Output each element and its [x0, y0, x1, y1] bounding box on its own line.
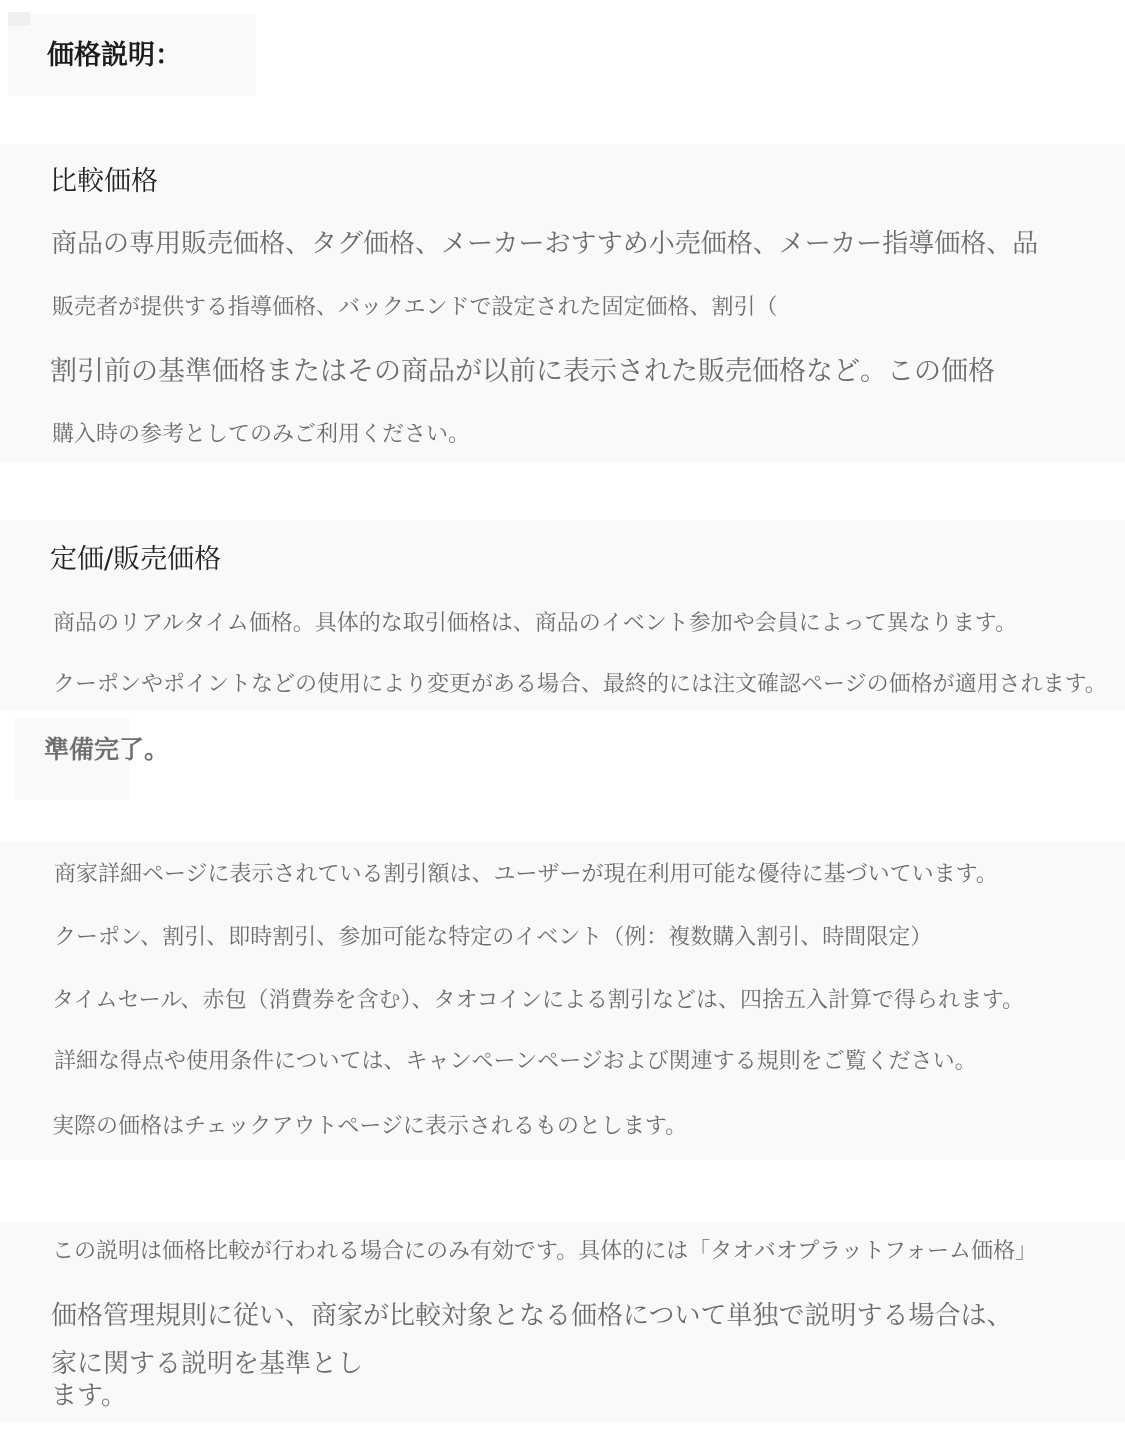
corner-mark [8, 12, 30, 26]
compare-line: 販売者が提供する指導価格、バックエンドで設定された固定価格、割引（ [52, 295, 778, 320]
discount-line: タイムセール、赤包（消費券を含む）、タオコインによる割引などは、四捨五入計算で得られます。 [52, 988, 1025, 1013]
note-line: ます。 [51, 1381, 127, 1411]
compare-heading: 比較価格 [50, 166, 158, 197]
page-title: 価格説明： [47, 40, 182, 71]
compare-line: 商品の専用販売価格、タグ価格、メーカーおすすめ小売価格、メーカー指導価格、品 [51, 229, 1039, 259]
discount-line: クーポン、割引、即時割引、参加可能な特定のイベント（例：複数購入割引、時間限定） [54, 925, 933, 950]
note-line: 価格管理規則に従い、商家が比較対象となる価格について単独で説明する場合は、 [51, 1301, 1013, 1331]
list-price-heading: 定価/販売価格 [50, 544, 222, 575]
compare-line: 割引前の基準価格またはその商品が以前に表示された販売価格など。この価格 [50, 356, 995, 387]
list-price-line: 商品のリアルタイム価格。具体的な取引価格は、商品のイベント参加や会員によって異なります。 [53, 611, 1018, 636]
ready-text: 準備完了。 [44, 735, 170, 764]
discount-line: 商家詳細ページに表示されている割引額は、ユーザーが現在利用可能な優待に基づいています。 [54, 862, 998, 887]
compare-line: 購入時の参考としてのみご利用ください。 [52, 422, 471, 447]
list-price-line: クーポンやポイントなどの使用により変更がある場合、最終的には注文確認ページの価格が適用されます。 [53, 672, 1107, 697]
discount-line: 実際の価格はチェックアウトページに表示されるものとします。 [52, 1114, 688, 1139]
discount-line: 詳細な得点や使用条件については、キャンペーンページおよび関連する規則をご覧ください。 [54, 1049, 977, 1074]
note-line: この説明は価格比較が行われる場合にのみ有効です。具体的には「タオバオプラットフォーム価格」 [52, 1239, 1037, 1264]
note-line: 家に関する説明を基準とし [51, 1349, 364, 1379]
